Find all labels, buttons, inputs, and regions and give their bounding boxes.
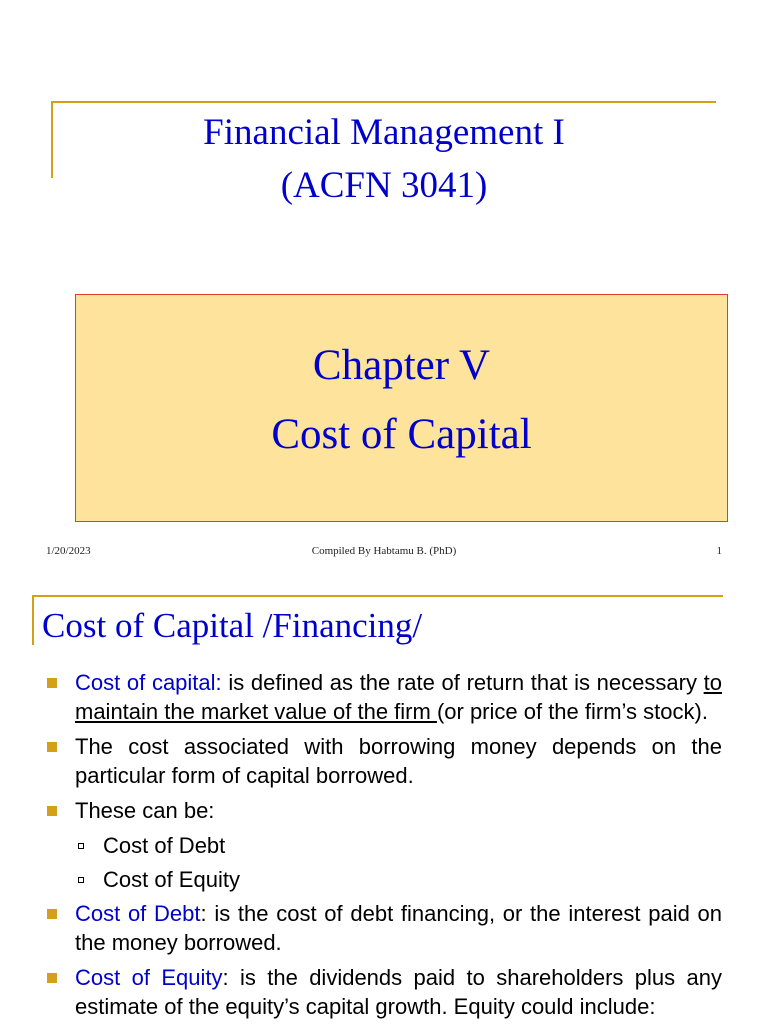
footer-date: 1/20/2023	[46, 545, 91, 557]
bullet-text: The cost associated with borrowing money depends on the particular form of capital borrowed.	[75, 734, 722, 788]
bullet-cost-of-capital	[44, 668, 722, 726]
bullet-text: (or price of the firm’s stock).	[436, 699, 708, 724]
bullet-text: is defined as the rate of return that is necessary	[221, 670, 704, 695]
hollow-square-bullet-icon	[78, 843, 84, 849]
bullet-list	[44, 668, 722, 1024]
sub-bullet-text: Cost of Equity	[103, 867, 240, 892]
hollow-square-bullet-icon	[78, 877, 84, 883]
footer-author: Compiled By Habtamu B. (PhD)	[311, 545, 457, 557]
bullet-cost-of-equity	[44, 963, 722, 1021]
square-bullet-icon	[47, 806, 57, 816]
course-title	[0, 106, 768, 212]
bullet-text: : is the dividends paid to shareholders plus any estimate of the equity’s capital growth. Equity could include:	[75, 965, 722, 1019]
bullet-these-can-be	[44, 796, 722, 825]
bullet-borrowing-cost	[44, 732, 722, 790]
chapter-number: Chapter V	[312, 342, 491, 389]
course-title-line2: (ACFN 3041)	[280, 165, 488, 206]
term-cost-of-capital: Cost of capital:	[75, 670, 222, 695]
underlined-phrase: to maintain the market value of the firm	[75, 670, 722, 724]
square-bullet-icon	[47, 973, 57, 983]
term-cost-of-equity: Cost of Equity	[75, 965, 223, 990]
square-bullet-icon	[47, 742, 57, 752]
footer-page-number: 1	[716, 545, 722, 557]
sub-bullet-cost-of-equity	[44, 865, 722, 894]
bullet-cost-of-debt	[44, 899, 722, 957]
bullet-text: : is the cost of debt financing, or the interest paid on the money borrowed.	[75, 901, 722, 955]
square-bullet-icon	[47, 678, 57, 688]
accent-top-line	[52, 101, 716, 103]
accent-top-line	[33, 595, 723, 597]
term-cost-of-debt: Cost of Debt	[75, 901, 201, 926]
slide-title: Cost of Capital /Financing/	[42, 606, 423, 645]
bullet-text: These can be:	[75, 798, 215, 823]
content-slide	[0, 580, 768, 1024]
chapter-title: Cost of Capital	[271, 411, 532, 458]
chapter-box	[75, 294, 728, 522]
accent-left-line	[32, 595, 34, 645]
square-bullet-icon	[47, 909, 57, 919]
course-title-line1: Financial Management I	[203, 112, 565, 153]
sub-bullet-text: Cost of Debt	[103, 833, 226, 858]
sub-bullet-cost-of-debt	[44, 831, 722, 860]
